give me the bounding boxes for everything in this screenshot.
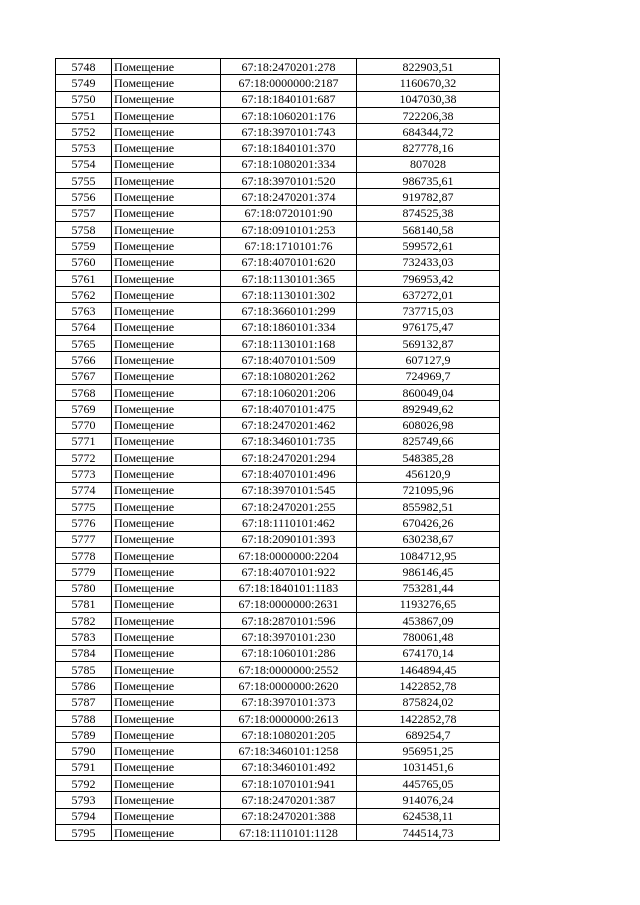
object-type-cell: Помещение xyxy=(112,499,221,515)
cadastral-value-table xyxy=(55,58,500,841)
table-row xyxy=(56,107,500,123)
row-number-cell: 5757 xyxy=(56,205,112,221)
row-number-cell: 5765 xyxy=(56,336,112,352)
cadastral-value-cell: 624538,11 xyxy=(357,808,500,824)
cadastral-value-cell: 1160670,32 xyxy=(357,75,500,91)
object-type-cell: Помещение xyxy=(112,710,221,726)
cadastral-value-cell: 608026,98 xyxy=(357,417,500,433)
table-row xyxy=(56,547,500,563)
row-number-cell: 5789 xyxy=(56,727,112,743)
cadastral-number-cell: 67:18:2470201:387 xyxy=(221,792,357,808)
object-type-cell: Помещение xyxy=(112,645,221,661)
cadastral-number-cell: 67:18:1110101:462 xyxy=(221,515,357,531)
row-number-cell: 5781 xyxy=(56,596,112,612)
table-row xyxy=(56,156,500,172)
cadastral-value-cell: 445765,05 xyxy=(357,776,500,792)
table-row xyxy=(56,450,500,466)
object-type-cell: Помещение xyxy=(112,433,221,449)
table-row xyxy=(56,173,500,189)
table-row xyxy=(56,727,500,743)
table-row xyxy=(56,678,500,694)
cadastral-value-cell: 568140,58 xyxy=(357,221,500,237)
table-row xyxy=(56,221,500,237)
object-type-cell: Помещение xyxy=(112,140,221,156)
row-number-cell: 5758 xyxy=(56,221,112,237)
cadastral-number-cell: 67:18:1110101:1128 xyxy=(221,824,357,840)
object-type-cell: Помещение xyxy=(112,531,221,547)
cadastral-number-cell: 67:18:1060201:206 xyxy=(221,384,357,400)
cadastral-number-cell: 67:18:0000000:2552 xyxy=(221,661,357,677)
cadastral-number-cell: 67:18:0910101:253 xyxy=(221,221,357,237)
table-row xyxy=(56,352,500,368)
cadastral-value-cell: 780061,48 xyxy=(357,629,500,645)
cadastral-number-cell: 67:18:0000000:2620 xyxy=(221,678,357,694)
cadastral-value-cell: 569132,87 xyxy=(357,336,500,352)
cadastral-value-cell: 548385,28 xyxy=(357,450,500,466)
cadastral-number-cell: 67:18:2870101:596 xyxy=(221,613,357,629)
row-number-cell: 5784 xyxy=(56,645,112,661)
cadastral-number-cell: 67:18:2470201:255 xyxy=(221,499,357,515)
cadastral-number-cell: 67:18:1130101:365 xyxy=(221,270,357,286)
cadastral-number-cell: 67:18:1130101:302 xyxy=(221,287,357,303)
table-row xyxy=(56,515,500,531)
row-number-cell: 5770 xyxy=(56,417,112,433)
object-type-cell: Помещение xyxy=(112,238,221,254)
table-row xyxy=(56,482,500,498)
object-type-cell: Помещение xyxy=(112,564,221,580)
table-row xyxy=(56,629,500,645)
cadastral-number-cell: 67:18:4070101:475 xyxy=(221,401,357,417)
object-type-cell: Помещение xyxy=(112,792,221,808)
cadastral-value-cell: 637272,01 xyxy=(357,287,500,303)
cadastral-value-cell: 1031451,6 xyxy=(357,759,500,775)
cadastral-value-cell: 807028 xyxy=(357,156,500,172)
row-number-cell: 5779 xyxy=(56,564,112,580)
object-type-cell: Помещение xyxy=(112,221,221,237)
cadastral-value-cell: 724969,7 xyxy=(357,368,500,384)
cadastral-number-cell: 67:18:1840101:370 xyxy=(221,140,357,156)
row-number-cell: 5776 xyxy=(56,515,112,531)
cadastral-number-cell: 67:18:3970101:373 xyxy=(221,694,357,710)
object-type-cell: Помещение xyxy=(112,336,221,352)
cadastral-number-cell: 67:18:1840101:687 xyxy=(221,91,357,107)
cadastral-number-cell: 67:18:0720101:90 xyxy=(221,205,357,221)
cadastral-number-cell: 67:18:3460101:492 xyxy=(221,759,357,775)
cadastral-value-cell: 689254,7 xyxy=(357,727,500,743)
cadastral-value-cell: 721095,96 xyxy=(357,482,500,498)
object-type-cell: Помещение xyxy=(112,727,221,743)
object-type-cell: Помещение xyxy=(112,401,221,417)
cadastral-number-cell: 67:18:0000000:2613 xyxy=(221,710,357,726)
cadastral-value-cell: 1084712,95 xyxy=(357,547,500,563)
object-type-cell: Помещение xyxy=(112,580,221,596)
table-row xyxy=(56,91,500,107)
object-type-cell: Помещение xyxy=(112,156,221,172)
cadastral-value-cell: 607127,9 xyxy=(357,352,500,368)
cadastral-number-cell: 67:18:2470201:278 xyxy=(221,59,357,75)
cadastral-number-cell: 67:18:1060101:286 xyxy=(221,645,357,661)
cadastral-number-cell: 67:18:1710101:76 xyxy=(221,238,357,254)
table-row xyxy=(56,303,500,319)
row-number-cell: 5782 xyxy=(56,613,112,629)
cadastral-value-cell: 855982,51 xyxy=(357,499,500,515)
row-number-cell: 5771 xyxy=(56,433,112,449)
object-type-cell: Помещение xyxy=(112,303,221,319)
object-type-cell: Помещение xyxy=(112,254,221,270)
table-row xyxy=(56,466,500,482)
cadastral-value-cell: 453867,09 xyxy=(357,613,500,629)
object-type-cell: Помещение xyxy=(112,124,221,140)
row-number-cell: 5787 xyxy=(56,694,112,710)
cadastral-number-cell: 67:18:3970101:230 xyxy=(221,629,357,645)
row-number-cell: 5760 xyxy=(56,254,112,270)
row-number-cell: 5793 xyxy=(56,792,112,808)
cadastral-value-cell: 599572,61 xyxy=(357,238,500,254)
row-number-cell: 5778 xyxy=(56,547,112,563)
cadastral-value-cell: 874525,38 xyxy=(357,205,500,221)
row-number-cell: 5792 xyxy=(56,776,112,792)
table-row xyxy=(56,694,500,710)
row-number-cell: 5766 xyxy=(56,352,112,368)
object-type-cell: Помещение xyxy=(112,59,221,75)
cadastral-number-cell: 67:18:4070101:922 xyxy=(221,564,357,580)
cadastral-value-cell: 744514,73 xyxy=(357,824,500,840)
row-number-cell: 5795 xyxy=(56,824,112,840)
cadastral-number-cell: 67:18:1080201:262 xyxy=(221,368,357,384)
row-number-cell: 5759 xyxy=(56,238,112,254)
object-type-cell: Помещение xyxy=(112,91,221,107)
object-type-cell: Помещение xyxy=(112,270,221,286)
row-number-cell: 5783 xyxy=(56,629,112,645)
row-number-cell: 5768 xyxy=(56,384,112,400)
cadastral-number-cell: 67:18:0000000:2204 xyxy=(221,547,357,563)
table-row xyxy=(56,596,500,612)
object-type-cell: Помещение xyxy=(112,368,221,384)
cadastral-value-cell: 875824,02 xyxy=(357,694,500,710)
cadastral-number-cell: 67:18:2090101:393 xyxy=(221,531,357,547)
object-type-cell: Помещение xyxy=(112,661,221,677)
cadastral-number-cell: 67:18:3970101:545 xyxy=(221,482,357,498)
cadastral-number-cell: 67:18:2470201:374 xyxy=(221,189,357,205)
object-type-cell: Помещение xyxy=(112,613,221,629)
row-number-cell: 5761 xyxy=(56,270,112,286)
object-type-cell: Помещение xyxy=(112,319,221,335)
cadastral-value-cell: 860049,04 xyxy=(357,384,500,400)
cadastral-number-cell: 67:18:1860101:334 xyxy=(221,319,357,335)
table-row xyxy=(56,613,500,629)
cadastral-value-cell: 919782,87 xyxy=(357,189,500,205)
cadastral-value-cell: 670426,26 xyxy=(357,515,500,531)
cadastral-value-cell: 822903,51 xyxy=(357,59,500,75)
table-row xyxy=(56,743,500,759)
table-row xyxy=(56,661,500,677)
table-row xyxy=(56,189,500,205)
row-number-cell: 5777 xyxy=(56,531,112,547)
table-row xyxy=(56,368,500,384)
row-number-cell: 5791 xyxy=(56,759,112,775)
cadastral-value-cell: 674170,14 xyxy=(357,645,500,661)
cadastral-value-cell: 1193276,65 xyxy=(357,596,500,612)
table-row xyxy=(56,824,500,840)
row-number-cell: 5775 xyxy=(56,499,112,515)
object-type-cell: Помещение xyxy=(112,450,221,466)
cadastral-value-cell: 684344,72 xyxy=(357,124,500,140)
cadastral-number-cell: 67:18:3460101:1258 xyxy=(221,743,357,759)
row-number-cell: 5752 xyxy=(56,124,112,140)
cadastral-value-cell: 986735,61 xyxy=(357,173,500,189)
object-type-cell: Помещение xyxy=(112,417,221,433)
cadastral-number-cell: 67:18:3970101:743 xyxy=(221,124,357,140)
object-type-cell: Помещение xyxy=(112,384,221,400)
cadastral-number-cell: 67:18:1130101:168 xyxy=(221,336,357,352)
table-row xyxy=(56,531,500,547)
row-number-cell: 5788 xyxy=(56,710,112,726)
table-row xyxy=(56,776,500,792)
row-number-cell: 5748 xyxy=(56,59,112,75)
table-row xyxy=(56,254,500,270)
cadastral-value-cell: 1464894,45 xyxy=(357,661,500,677)
cadastral-number-cell: 67:18:4070101:620 xyxy=(221,254,357,270)
cadastral-number-cell: 67:18:1060201:176 xyxy=(221,107,357,123)
object-type-cell: Помещение xyxy=(112,629,221,645)
object-type-cell: Помещение xyxy=(112,776,221,792)
cadastral-number-cell: 67:18:4070101:496 xyxy=(221,466,357,482)
table-row xyxy=(56,384,500,400)
row-number-cell: 5756 xyxy=(56,189,112,205)
cadastral-number-cell: 67:18:1080201:334 xyxy=(221,156,357,172)
cadastral-value-cell: 976175,47 xyxy=(357,319,500,335)
cadastral-value-cell: 737715,03 xyxy=(357,303,500,319)
row-number-cell: 5794 xyxy=(56,808,112,824)
object-type-cell: Помещение xyxy=(112,287,221,303)
object-type-cell: Помещение xyxy=(112,352,221,368)
table-row xyxy=(56,336,500,352)
row-number-cell: 5785 xyxy=(56,661,112,677)
row-number-cell: 5763 xyxy=(56,303,112,319)
cadastral-value-cell: 1422852,78 xyxy=(357,678,500,694)
row-number-cell: 5772 xyxy=(56,450,112,466)
row-number-cell: 5767 xyxy=(56,368,112,384)
object-type-cell: Помещение xyxy=(112,205,221,221)
table-row xyxy=(56,499,500,515)
table-row xyxy=(56,417,500,433)
cadastral-value-cell: 1422852,78 xyxy=(357,710,500,726)
table-row xyxy=(56,759,500,775)
cadastral-number-cell: 67:18:1070101:941 xyxy=(221,776,357,792)
object-type-cell: Помещение xyxy=(112,824,221,840)
cadastral-number-cell: 67:18:1840101:1183 xyxy=(221,580,357,596)
table-row xyxy=(56,124,500,140)
table-row xyxy=(56,319,500,335)
cadastral-number-cell: 67:18:3660101:299 xyxy=(221,303,357,319)
table-row xyxy=(56,287,500,303)
cadastral-number-cell: 67:18:0000000:2631 xyxy=(221,596,357,612)
cadastral-number-cell: 67:18:3460101:735 xyxy=(221,433,357,449)
row-number-cell: 5749 xyxy=(56,75,112,91)
object-type-cell: Помещение xyxy=(112,75,221,91)
cadastral-value-cell: 892949,62 xyxy=(357,401,500,417)
cadastral-number-cell: 67:18:4070101:509 xyxy=(221,352,357,368)
table-row xyxy=(56,433,500,449)
row-number-cell: 5790 xyxy=(56,743,112,759)
cadastral-number-cell: 67:18:2470201:294 xyxy=(221,450,357,466)
table-row xyxy=(56,710,500,726)
object-type-cell: Помещение xyxy=(112,694,221,710)
table-body xyxy=(56,59,500,841)
object-type-cell: Помещение xyxy=(112,743,221,759)
object-type-cell: Помещение xyxy=(112,482,221,498)
cadastral-value-cell: 956951,25 xyxy=(357,743,500,759)
table-row xyxy=(56,270,500,286)
object-type-cell: Помещение xyxy=(112,547,221,563)
row-number-cell: 5769 xyxy=(56,401,112,417)
cadastral-value-cell: 825749,66 xyxy=(357,433,500,449)
row-number-cell: 5780 xyxy=(56,580,112,596)
cadastral-value-cell: 732433,03 xyxy=(357,254,500,270)
object-type-cell: Помещение xyxy=(112,107,221,123)
table-row xyxy=(56,59,500,75)
object-type-cell: Помещение xyxy=(112,466,221,482)
table-row xyxy=(56,580,500,596)
cadastral-value-cell: 456120,9 xyxy=(357,466,500,482)
cadastral-number-cell: 67:18:0000000:2187 xyxy=(221,75,357,91)
cadastral-number-cell: 67:18:3970101:520 xyxy=(221,173,357,189)
row-number-cell: 5764 xyxy=(56,319,112,335)
cadastral-value-cell: 827778,16 xyxy=(357,140,500,156)
table-row xyxy=(56,564,500,580)
row-number-cell: 5755 xyxy=(56,173,112,189)
table-row xyxy=(56,808,500,824)
cadastral-value-cell: 722206,38 xyxy=(357,107,500,123)
cadastral-value-cell: 630238,67 xyxy=(357,531,500,547)
object-type-cell: Помещение xyxy=(112,189,221,205)
row-number-cell: 5750 xyxy=(56,91,112,107)
row-number-cell: 5774 xyxy=(56,482,112,498)
cadastral-value-cell: 1047030,38 xyxy=(357,91,500,107)
object-type-cell: Помещение xyxy=(112,173,221,189)
table-row xyxy=(56,75,500,91)
row-number-cell: 5786 xyxy=(56,678,112,694)
object-type-cell: Помещение xyxy=(112,759,221,775)
object-type-cell: Помещение xyxy=(112,515,221,531)
row-number-cell: 5754 xyxy=(56,156,112,172)
table-row xyxy=(56,792,500,808)
row-number-cell: 5773 xyxy=(56,466,112,482)
table-row xyxy=(56,401,500,417)
table-row xyxy=(56,645,500,661)
object-type-cell: Помещение xyxy=(112,808,221,824)
cadastral-number-cell: 67:18:2470201:462 xyxy=(221,417,357,433)
object-type-cell: Помещение xyxy=(112,678,221,694)
table-row xyxy=(56,140,500,156)
cadastral-value-cell: 796953,42 xyxy=(357,270,500,286)
cadastral-value-cell: 753281,44 xyxy=(357,580,500,596)
row-number-cell: 5751 xyxy=(56,107,112,123)
object-type-cell: Помещение xyxy=(112,596,221,612)
cadastral-value-cell: 986146,45 xyxy=(357,564,500,580)
row-number-cell: 5762 xyxy=(56,287,112,303)
cadastral-number-cell: 67:18:1080201:205 xyxy=(221,727,357,743)
table-row xyxy=(56,205,500,221)
table-row xyxy=(56,238,500,254)
cadastral-value-cell: 914076,24 xyxy=(357,792,500,808)
cadastral-number-cell: 67:18:2470201:388 xyxy=(221,808,357,824)
row-number-cell: 5753 xyxy=(56,140,112,156)
